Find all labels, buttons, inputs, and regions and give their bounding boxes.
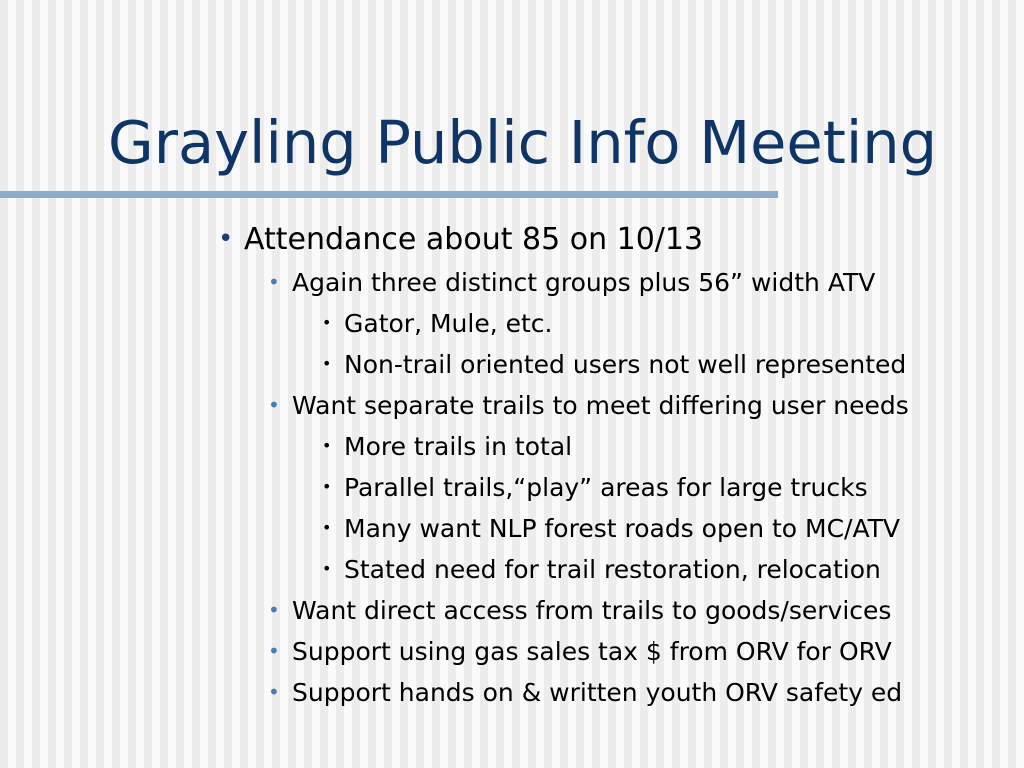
bullet-dot-icon: • (268, 270, 280, 294)
bullet-text: Again three distinct groups plus 56” width ATV (292, 268, 876, 297)
bullet-item (218, 222, 704, 257)
bullet-text: Support hands on & written youth ORV safety ed (292, 678, 903, 707)
bullet-item (268, 596, 892, 625)
bullet-dot-icon: • (322, 436, 332, 455)
bullet-item (268, 637, 892, 666)
bullet-text: Stated need for trail restoration, relocation (344, 555, 881, 584)
bullet-dot-icon: • (268, 680, 280, 704)
bullet-item (322, 514, 901, 543)
bullet-text: Want direct access from trails to goods/services (292, 596, 892, 625)
bullet-text: More trails in total (344, 432, 573, 461)
bullet-dot-icon: • (268, 598, 280, 622)
bullet-text: Parallel trails,“play” areas for large trucks (344, 473, 868, 502)
bullet-item (322, 555, 881, 584)
bullet-dot-icon: • (322, 518, 332, 537)
bullet-dot-icon: • (322, 559, 332, 578)
bullet-text: Non-trail oriented users not well represented (344, 350, 907, 379)
bullet-dot-icon: • (218, 224, 234, 254)
bullet-text: Gator, Mule, etc. (344, 309, 553, 338)
bullet-text: Support using gas sales tax $ from ORV for ORV (292, 637, 892, 666)
bullet-item (322, 473, 868, 502)
bullet-dot-icon: • (322, 477, 332, 496)
bullet-item (322, 432, 573, 461)
slide-title: Grayling Public Info Meeting (108, 108, 938, 177)
bullet-item (268, 391, 909, 420)
bullet-dot-icon: • (322, 313, 332, 332)
bullet-item (268, 678, 903, 707)
bullet-dot-icon: • (268, 639, 280, 663)
bullet-text: Want separate trails to meet differing user needs (292, 391, 909, 420)
bullet-text: Attendance about 85 on 10/13 (244, 222, 704, 257)
bullet-dot-icon: • (268, 393, 280, 417)
bullet-item (268, 268, 876, 297)
bullet-item (322, 309, 553, 338)
title-underline-rule (0, 191, 778, 198)
bullet-text: Many want NLP forest roads open to MC/ATV (344, 514, 901, 543)
bullet-dot-icon: • (322, 354, 332, 373)
bullet-item (322, 350, 907, 379)
